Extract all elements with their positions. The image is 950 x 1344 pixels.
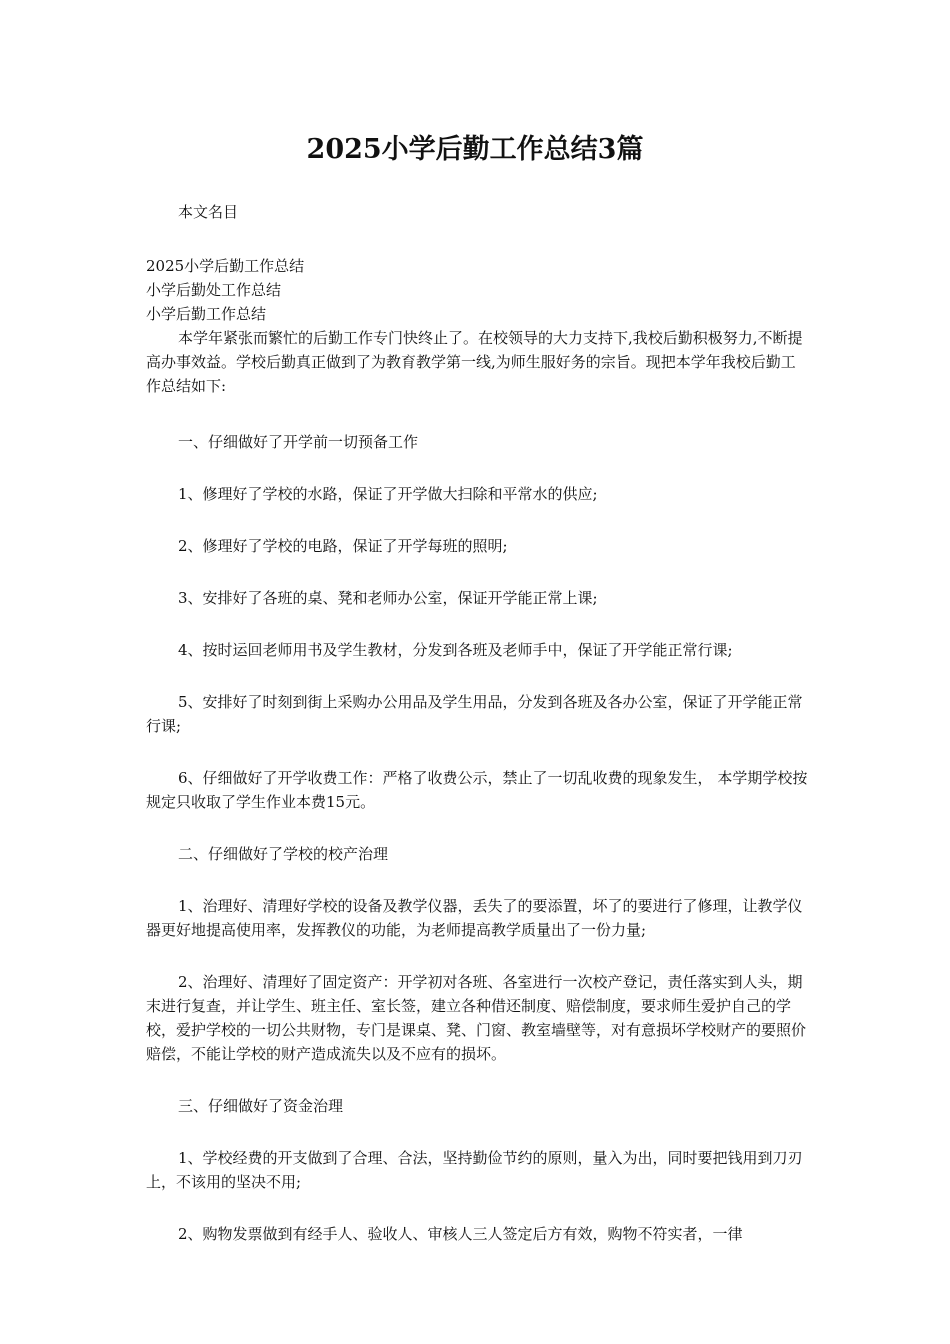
section-heading: 三、仔细做好了资金治理	[178, 1097, 344, 1115]
toc-heading: 本文名目	[178, 203, 239, 221]
paragraph: 5、安排好了时刻到街上采购办公用品及学生用品，分发到各班及各办公室，保证了开学能正常行课;	[146, 693, 803, 735]
section-heading: 一、仔细做好了开学前一切预备工作	[178, 433, 419, 451]
paragraph: 1、治理好、清理好学校的设备及教学仪器，丢失了的要添置，坏了的要进行了修理，让教学仪器更好地提高使用率，发挥教仪的功能，为老师提高教学质量出了一份力量;	[146, 897, 803, 939]
paragraph: 3、安排好了各班的桌、凳和老师办公室，保证开学能正常上课;	[178, 589, 598, 607]
paragraph: 1、修理好了学校的水路，保证了开学做大扫除和平常水的供应;	[178, 485, 598, 503]
paragraph: 1、学校经费的开支做到了合理、合法，坚持勤俭节约的原则，量入为出，同时要把钱用到刀刃上，不该用的坚决不用;	[146, 1149, 803, 1191]
paragraph: 6、仔细做好了开学收费工作：严格了收费公示，禁止了一切乱收费的现象发生， 本学期学校按规定只收取了学生作业本费15元。	[146, 769, 808, 811]
paragraph: 2、修理好了学校的电路，保证了开学每班的照明;	[178, 537, 508, 555]
toc-item[interactable]: 小学后勤工作总结	[146, 305, 267, 323]
document-title: 2025小学后勤工作总结3篇	[306, 134, 644, 165]
section-heading: 二、仔细做好了学校的校产治理	[178, 845, 389, 863]
paragraph: 2、购物发票做到有经手人、验收人、审核人三人签定后方有效，购物不符实者，一律	[178, 1225, 743, 1243]
paragraph: 2、治理好、清理好了固定资产：开学初对各班、各室进行一次校产登记，责任落实到人头，期末进行复查，并让学生、班主任、室长签，建立各种借还制度、赔偿制度，要求师生爱护自己的学校，爱护学校的一切公共财物，专门是课桌、凳、门窗、教室墙壁等，对有意损坏学校财产的要照价赔偿，不能让学校的财产造成流失以及不应有的损坏。	[146, 973, 807, 1063]
paragraph: 4、按时运回老师用书及学生教材，分发到各班及老师手中，保证了开学能正常行课;	[178, 641, 733, 659]
toc-item[interactable]: 小学后勤处工作总结	[146, 281, 282, 299]
document-body	[146, 200, 808, 1246]
toc-item[interactable]: 2025小学后勤工作总结	[146, 257, 305, 275]
intro-paragraph: 本学年紧张而繁忙的后勤工作专门快终止了。在校领导的大力支持下,我校后勤积极努力,不断提高办事效益。学校后勤真正做到了为教育教学第一线,为师生服好务的宗旨。现把本学年我校后勤工作总结如下:	[146, 329, 803, 395]
